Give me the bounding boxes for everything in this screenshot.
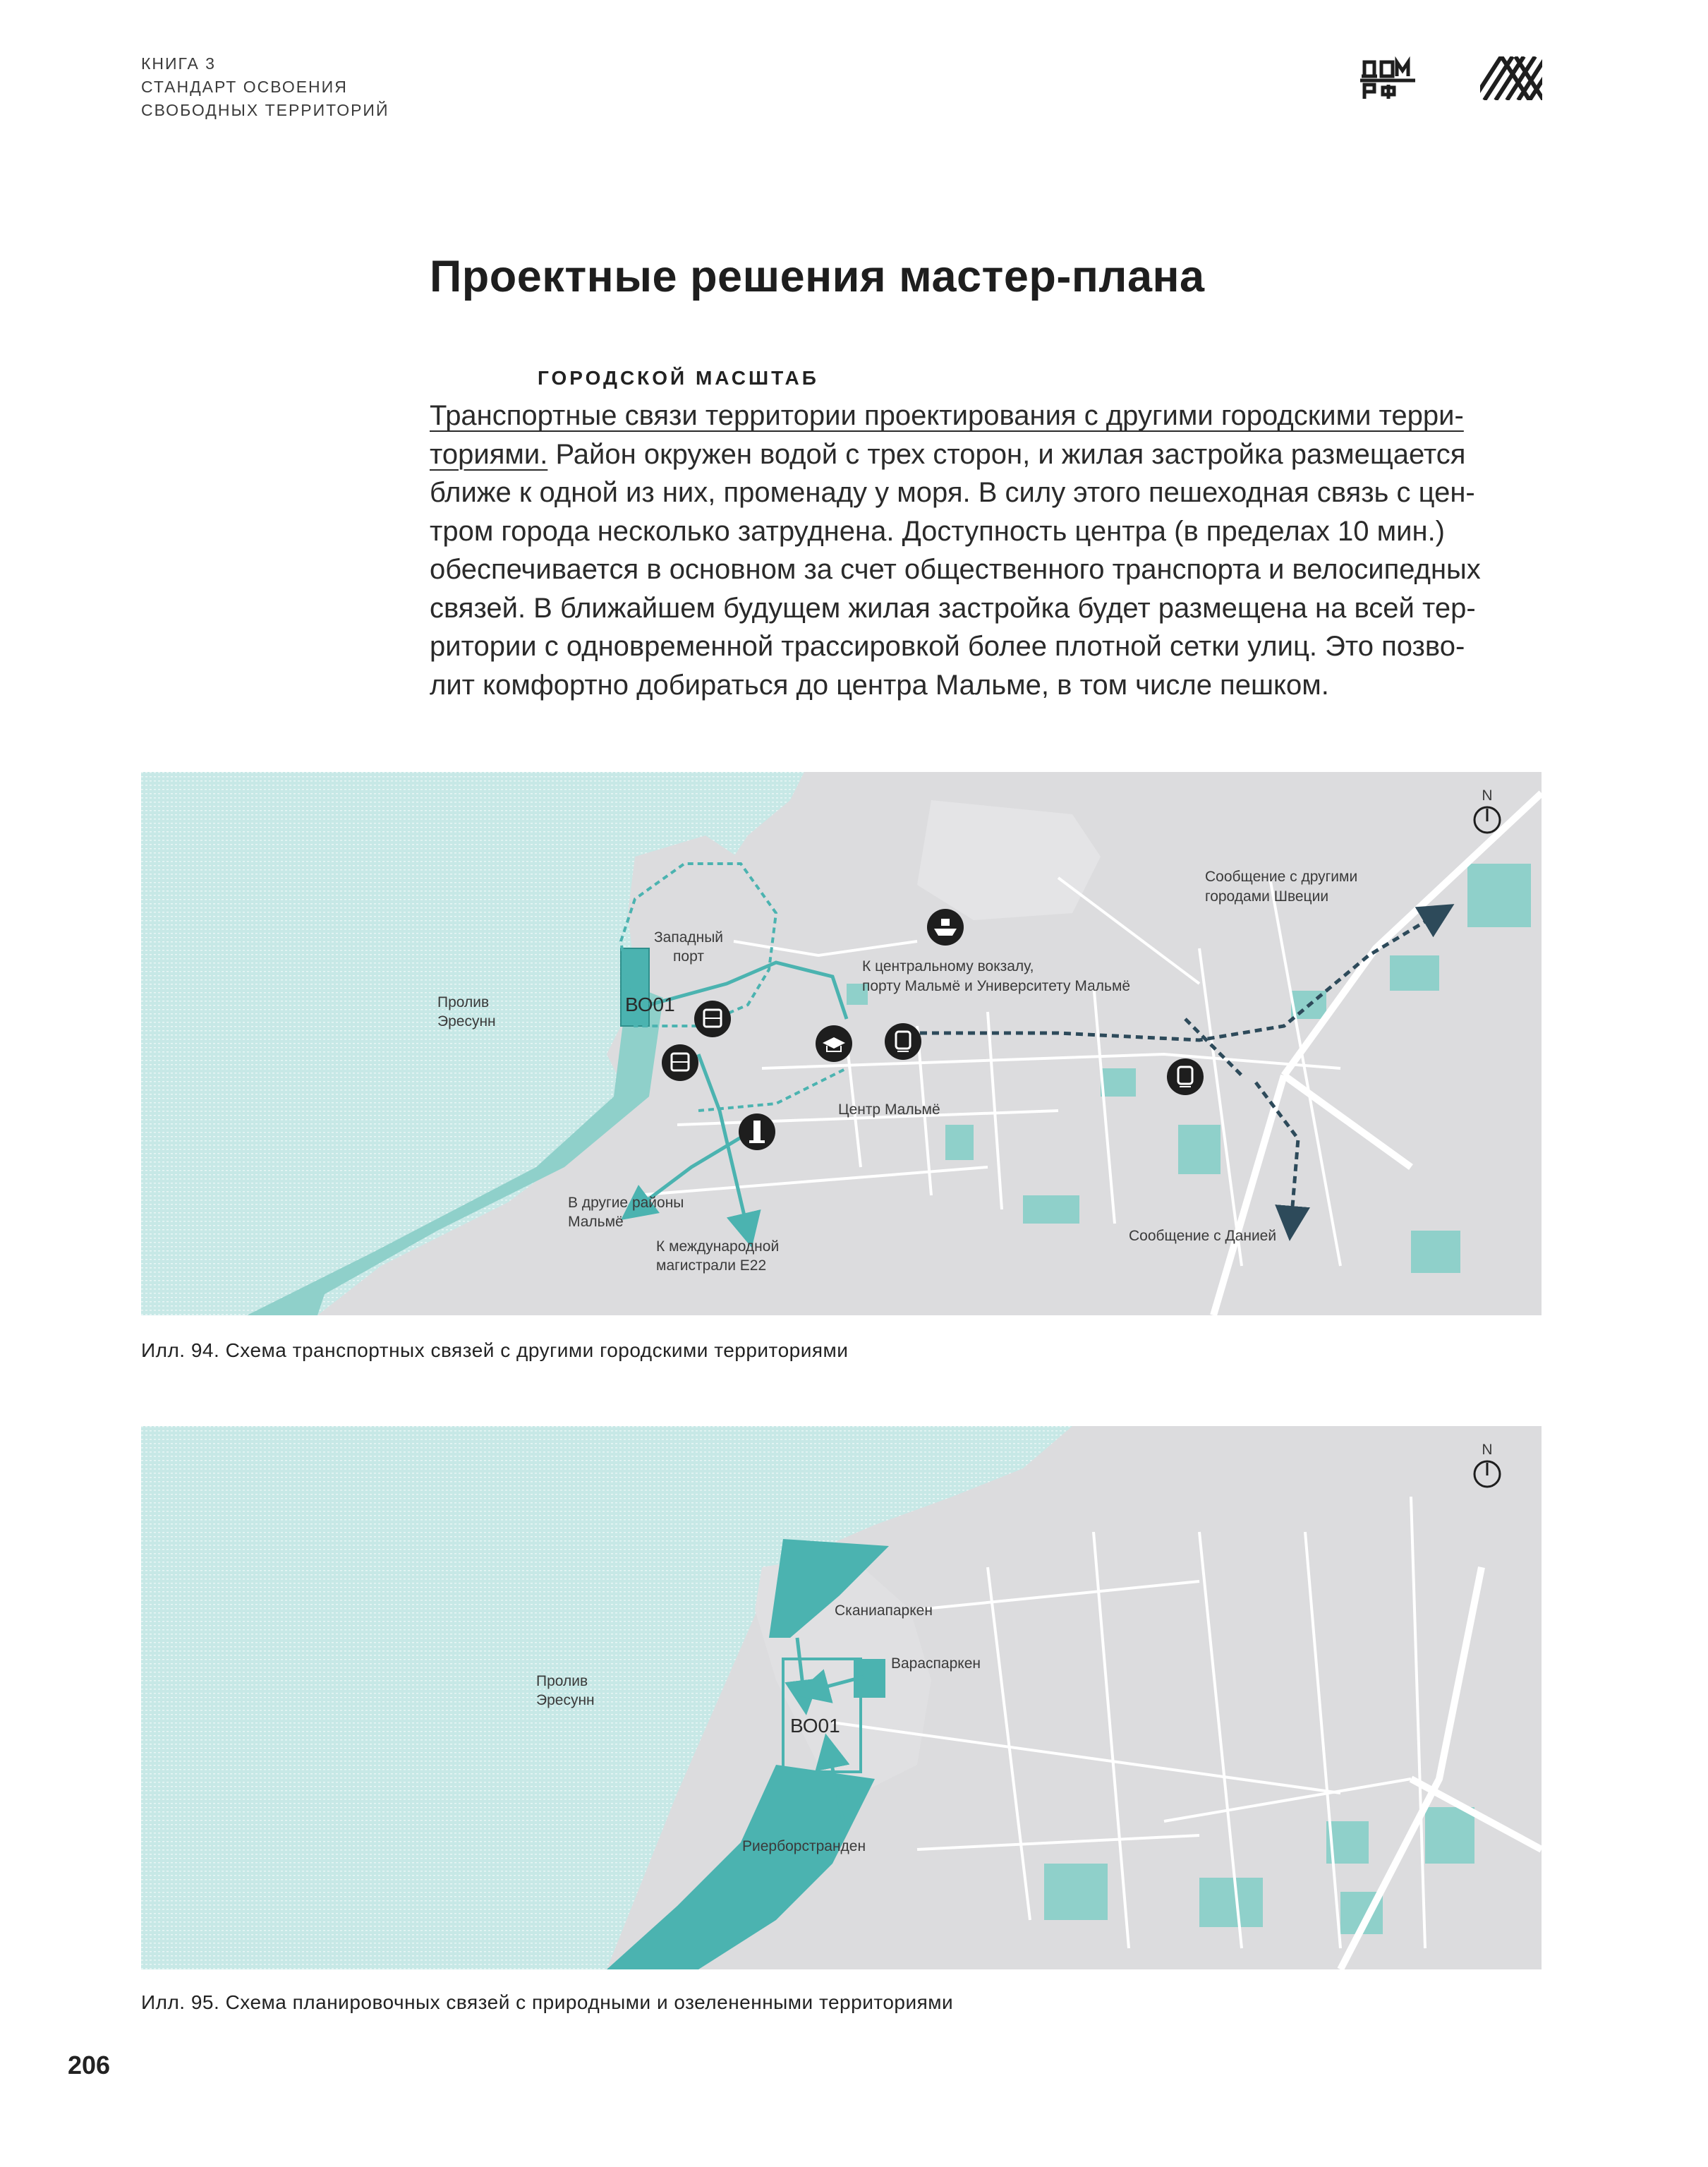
park-label: Вараспаркен	[891, 1655, 981, 1672]
university-icon	[816, 1025, 852, 1062]
strait-label: Эресунн	[437, 1013, 496, 1030]
strait-label: Эресунн	[536, 1692, 595, 1708]
central-station-label: порту Мальмё и Университету Мальмё	[862, 978, 1131, 994]
west-port-label: Западный	[653, 929, 724, 946]
train-icon	[885, 1023, 921, 1060]
strait-label: Пролив	[437, 994, 490, 1010]
north-label: N	[1482, 1442, 1493, 1458]
north-label: N	[1482, 787, 1493, 804]
denmark-link-label: Сообщение с Данией	[1129, 1228, 1277, 1244]
bus-icon	[662, 1044, 698, 1081]
bus-icon	[694, 1001, 731, 1037]
book-header-line: КНИГА 3	[141, 54, 216, 73]
section-label: ГОРОДСКОЙ МАСШТАБ	[538, 367, 819, 389]
body-line: ритории с одновременной трассировкой более плотной сетки улиц. Это позво-	[430, 631, 1465, 662]
body-paragraph	[430, 397, 1544, 704]
body-underlined-word: ториями.	[430, 438, 548, 470]
highway-label: К международной	[656, 1238, 780, 1255]
beach-label: Риерборстранден	[742, 1838, 866, 1854]
city-center-label: Центр Мальмё	[838, 1101, 940, 1118]
body-line: Транспортные связи территории проектирования с другими городскими терри-	[430, 400, 1464, 431]
districts-label: В другие районы	[568, 1195, 684, 1211]
book-header-line: СТАНДАРТ ОСВОЕНИЯ	[141, 78, 348, 96]
central-station-label: К центральному вокзалу,	[862, 958, 1034, 974]
body-line: связей. В ближайшем будущем жилая застройка будет размещена на всей тер-	[430, 592, 1476, 624]
figure-caption: Илл. 95. Схема планировочных связей с природными и озелененными территориями	[141, 1991, 954, 2013]
strait-label: Пролив	[536, 1673, 588, 1689]
body-line: ближе к одной из них, променаду у моря. В силу этого пешеходная связь с цен-	[430, 477, 1475, 508]
green-links-map	[141, 1426, 1542, 1969]
sweden-link-label: Сообщение с другими	[1205, 869, 1358, 885]
figure-caption: Илл. 94. Схема транспортных связей с другими городскими территориями	[141, 1339, 849, 1361]
body-line: тром города несколько затруднена. Доступность центра (в пределах 10 мин.)	[430, 515, 1446, 547]
body-line	[430, 435, 1544, 474]
sweden-link-label: городами Швеции	[1205, 888, 1329, 905]
body-line: лит комфортно добираться до центра Мальме, в том числе пешком.	[430, 669, 1329, 701]
site-label: ВО01	[625, 994, 675, 1015]
dom-rf-logo	[1360, 56, 1415, 102]
body-line-rest: Район окружен водой с трех сторон, и жилая застройка размещается	[547, 438, 1466, 470]
highway-label: магистрали Е22	[656, 1257, 767, 1274]
train-icon	[1167, 1058, 1204, 1095]
page-number: 206	[68, 2051, 111, 2080]
districts-label: Мальмё	[568, 1214, 624, 1230]
book-header-line: СВОБОДНЫХ ТЕРРИТОРИЙ	[141, 101, 389, 119]
page-title: Проектные решения мастер-плана	[430, 252, 1205, 301]
ship-icon	[927, 909, 964, 946]
body-line: обеспечивается в основном за счет общественного транспорта и велосипедных	[430, 554, 1481, 585]
transport-map	[141, 772, 1542, 1315]
site-label-2: ВО01	[790, 1715, 840, 1737]
park-label: Сканиапаркен	[835, 1602, 933, 1619]
pattern-logo	[1480, 56, 1542, 100]
tower-icon	[739, 1113, 775, 1150]
west-port-label: порт	[673, 948, 704, 965]
book-header	[141, 52, 389, 122]
